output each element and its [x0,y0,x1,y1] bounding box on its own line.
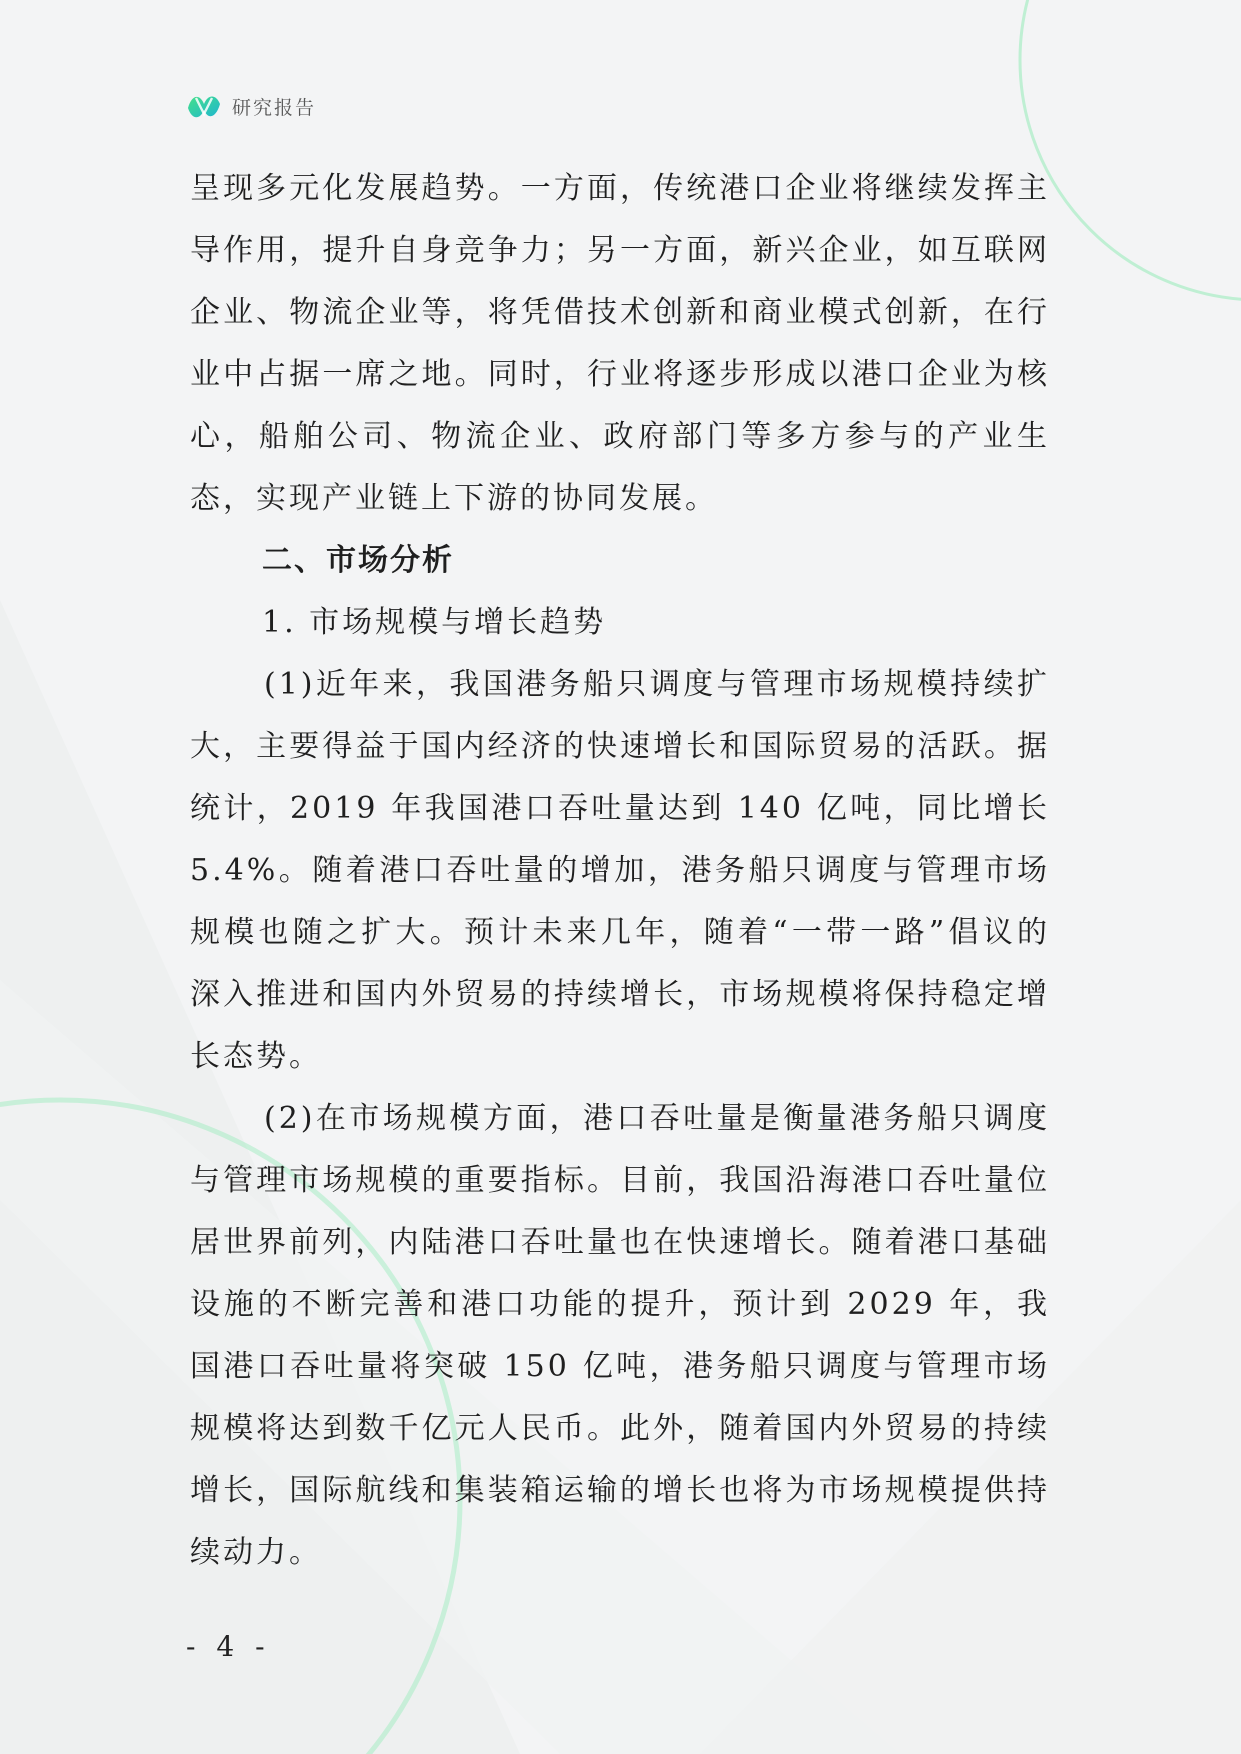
page-number: - 4 - [186,1630,271,1663]
paragraph-industry-ecosystem: 呈现多元化发展趋势。一方面，传统港口企业将继续发挥主导作用，提升自身竞争力；另一方面，新兴企业，如互联网企业、物流企业等，将凭借技术创新和商业模式创新，在行业中占据一席之地。同时，行业将逐步形成以港口企业为核心，船舶公司、物流企业、政府部门等多方参与的产业生态，实现产业链上下游的协同发展。 [190,171,1050,516]
document-body [190,158,1050,1584]
brand-logo-icon [186,90,222,122]
paragraph-port-throughput: (2)在市场规模方面，港口吞吐量是衡量港务船只调度与管理市场规模的重要指标。目前，我国沿海港口吞吐量位居世界前列，内陆港口吞吐量也在快速增长。随着港口基础设施的不断完善和港口功能的提升，预计到 2029 年，我国港口吞吐量将突破 150 亿吨，港务船只调度与管理市场规模将达到数千亿元人民币。此外，随着国内外贸易的持续增长，国际航线和集装箱运输的增长也将为市场规模提供持续动力。 [190,1101,1050,1570]
paragraph-market-growth: (1)近年来，我国港务船只调度与管理市场规模持续扩大，主要得益于国内经济的快速增长和国际贸易的活跃。据统计，2019 年我国港口吞吐量达到 140 亿吨，同比增长 5.4%。随着港口吞吐量的增加，港务船只调度与管理市场规模也随之扩大。预计未来几年，随着“一带一路”倡议的深入推进和国内外贸易的持续增长，市场规模将保持稳定增长态势。 [190,667,1050,1074]
section-heading-market-analysis: 二、市场分析 [262,543,454,578]
header-title: 研究报告 [232,96,317,119]
report-header [186,88,316,124]
subsection-heading-market-size: 1. 市场规模与增长趋势 [262,605,607,640]
decorative-arc-top-right [1020,0,1241,300]
